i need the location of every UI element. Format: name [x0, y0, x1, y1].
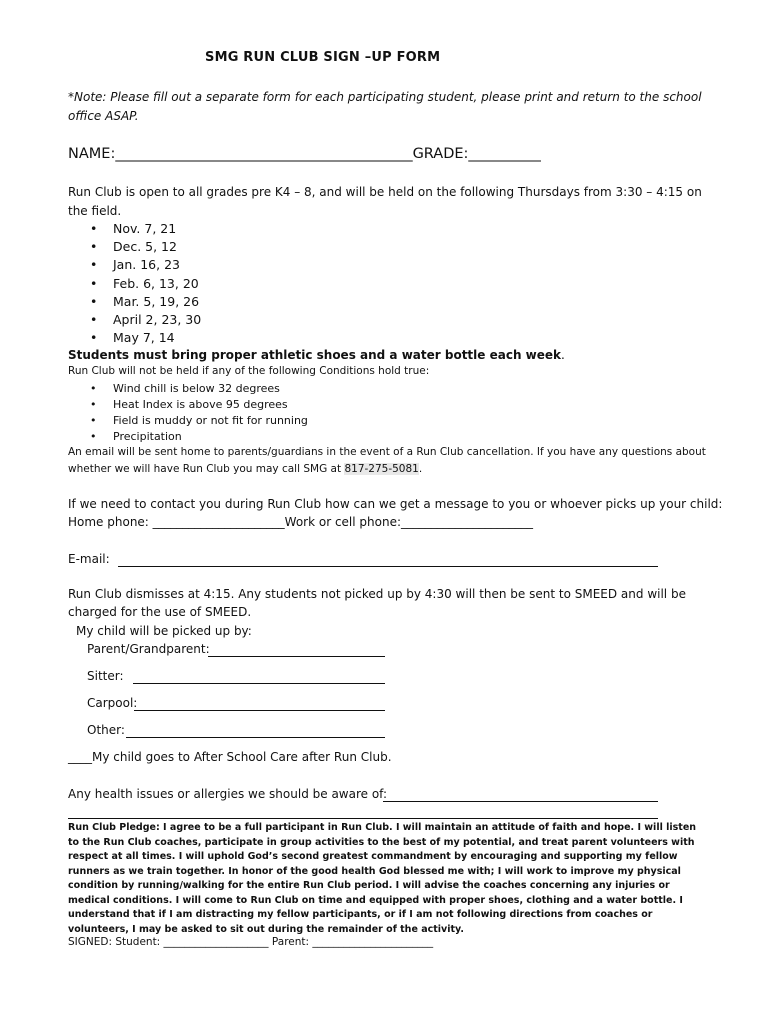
- pickup-carpool-line[interactable]: [134, 696, 385, 711]
- school-phone-link[interactable]: 817-275-5081: [344, 463, 419, 475]
- contact-question: If we need to contact you during Run Club how can we get a message to you or whoever picks up your child:: [68, 497, 723, 511]
- pickup-intro: My child will be picked up by:: [76, 624, 252, 638]
- run-date-item: • April 2, 23, 30: [90, 311, 201, 329]
- run-dates-list: [90, 220, 201, 347]
- pickup-other-label: Other:: [87, 723, 125, 737]
- condition-item: • Wind chill is below 32 degrees: [90, 381, 308, 397]
- pickup-sitter-label: Sitter:: [87, 669, 124, 683]
- pickup-parent-line[interactable]: [208, 642, 385, 657]
- intro-line-1: Run Club is open to all grades pre K4 – 8, and will be held on the following Thursdays from 3:30 – 4:15 on: [68, 185, 702, 199]
- condition-item: • Field is muddy or not fit for running: [90, 413, 308, 429]
- email-note-line-2: [68, 463, 422, 475]
- run-date-item: • Jan. 16, 23: [90, 256, 201, 274]
- email-label: E-mail:: [68, 552, 110, 566]
- pickup-parent-label: Parent/Grandparent:: [87, 642, 210, 656]
- email-note-end: .: [418, 463, 423, 475]
- run-date-item: • Feb. 6, 13, 20: [90, 275, 201, 293]
- name-grade-field[interactable]: NAME:_________________________________________GRADE:__________: [68, 146, 541, 162]
- email-note-line-1: An email will be sent home to parents/guardians in the event of a Run Club cancellation. If you have any questions about: [68, 446, 706, 458]
- shoes-requirement-text: Students must bring proper athletic shoes and a water bottle each week: [68, 348, 562, 362]
- health-input-line[interactable]: [383, 787, 658, 802]
- run-date-item: • Dec. 5, 12: [90, 238, 201, 256]
- conditions-intro: Run Club will not be held if any of the following Conditions hold true:: [68, 365, 430, 377]
- run-date-item: • May 7, 14: [90, 329, 201, 347]
- condition-item: • Heat Index is above 95 degrees: [90, 397, 308, 413]
- shoes-requirement: [68, 348, 565, 362]
- condition-item: • Precipitation: [90, 429, 308, 445]
- form-title: SMG RUN CLUB SIGN –UP FORM: [205, 50, 441, 65]
- email-note-text: whether we will have Run Club you may call SMG at: [68, 463, 345, 475]
- dismiss-line-1: Run Club dismisses at 4:15. Any students not picked up by 4:30 will then be sent to SMEED and will be: [68, 587, 686, 601]
- shoes-period: .: [561, 348, 565, 362]
- phone-fields[interactable]: Home phone: ______________________Work or cell phone:______________________: [68, 515, 534, 529]
- run-club-pledge: Run Club Pledge: I agree to be a full participant in Run Club. I will maintain an attitude of faith and hope. I will listen to the Run Club coaches, participate in group activities to the best of my potential, and treat parent volunteers with respect at all times. I will uphold God’s second greatest commandment by encouraging and supporting my fellow runners as we train together. In honor of the good health God blessed me with; I will work to improve my physical condition by running/walking for the entire Run Club period. I will advise the coaches concerning any injuries or medical conditions. I will come to Run Club on time and equipped with proper shoes, clothing and a water bottle. I understand that if I am distracting my fellow participants, or if I am not following directions from coaches or volunteers, I may be asked to sit out during the remainder of the activity.: [68, 822, 697, 935]
- pickup-carpool-label: Carpool:: [87, 696, 138, 710]
- instructions-note: *Note: Please fill out a separate form for each participating student, please print and return to the school office ASAP.: [68, 90, 702, 123]
- health-question: Any health issues or allergies we should be aware of:: [68, 787, 388, 801]
- intro-line-2: the field.: [68, 204, 122, 218]
- email-input-line[interactable]: [118, 552, 658, 567]
- pickup-sitter-line[interactable]: [133, 669, 385, 684]
- pickup-other-line[interactable]: [126, 723, 385, 738]
- health-input-line-2[interactable]: [68, 804, 658, 819]
- run-date-item: • Mar. 5, 19, 26: [90, 293, 201, 311]
- conditions-list: [90, 381, 308, 445]
- run-date-item: • Nov. 7, 21: [90, 220, 201, 238]
- after-school-care-option[interactable]: ____My child goes to After School Care after Run Club.: [68, 750, 392, 764]
- dismiss-line-2: charged for the use of SMEED.: [68, 605, 252, 619]
- signature-line[interactable]: SIGNED: Student: ____________________ Parent: _______________________: [68, 936, 434, 948]
